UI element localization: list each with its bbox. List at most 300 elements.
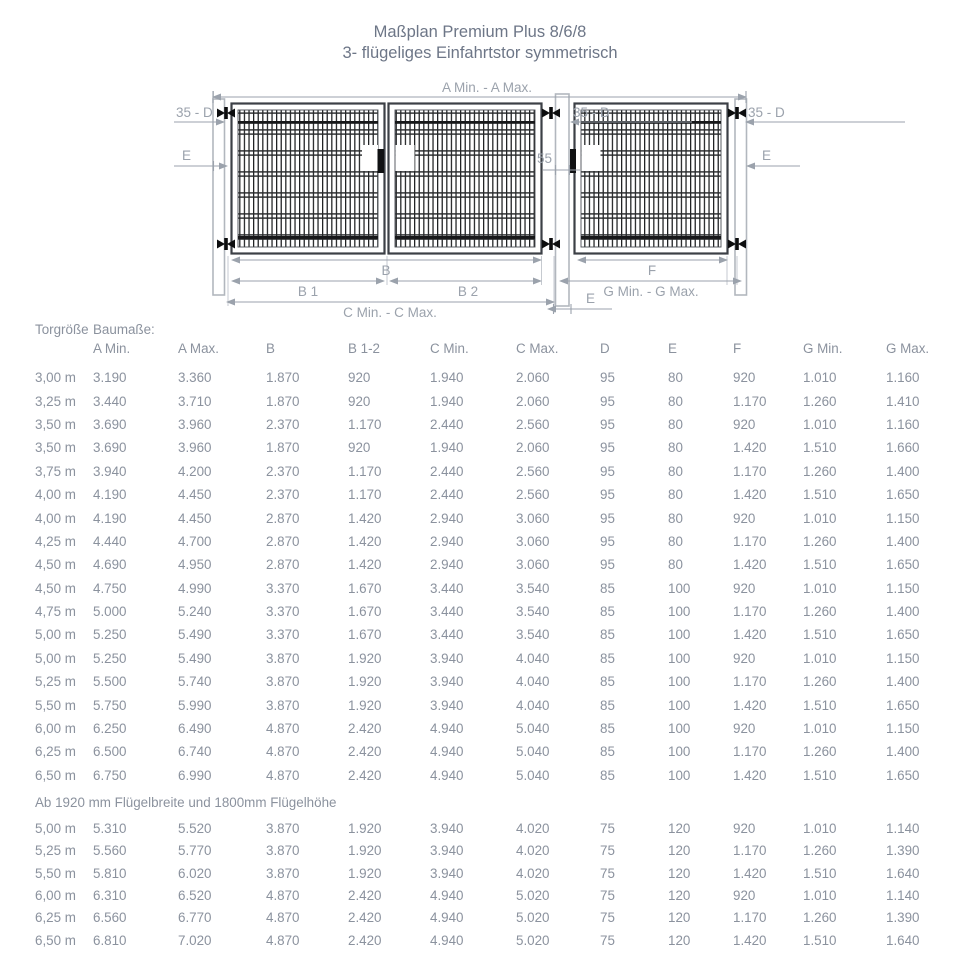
value-cell: 1.510: [803, 627, 837, 643]
value-cell: 4.020: [516, 820, 550, 836]
value-cell: 4.200: [178, 463, 212, 479]
value-cell: 1.920: [348, 820, 382, 836]
value-cell: 1.390: [886, 843, 920, 859]
value-cell: 5.810: [93, 865, 127, 881]
label-middle-gap: 55: [536, 151, 552, 166]
wing-2: [389, 104, 542, 254]
value-cell: 1.170: [733, 604, 767, 620]
value-cell: 2.440: [430, 416, 464, 432]
value-cell: 3.940: [430, 674, 464, 690]
value-cell: 4.020: [516, 843, 550, 859]
value-cell: 1.660: [886, 440, 920, 456]
value-cell: 95: [600, 416, 615, 432]
table-section: [0, 366, 960, 787]
measurements-table: [0, 321, 960, 951]
label-side-clear-width: G Min. - G Max.: [603, 284, 699, 299]
value-cell: 1.670: [348, 627, 382, 643]
value-cell: 120: [668, 910, 691, 926]
value-cell: 1.170: [733, 744, 767, 760]
value-cell: 1.420: [348, 533, 382, 549]
label-post-right: 35 - D: [748, 105, 785, 120]
value-cell: 75: [600, 932, 615, 948]
value-cell: 5.020: [516, 910, 550, 926]
value-cell: 5.250: [93, 650, 127, 666]
dim-gap-right: [747, 148, 800, 166]
value-cell: 1.420: [348, 557, 382, 573]
value-cell: 2.420: [348, 910, 382, 926]
value-cell: 1.420: [733, 865, 767, 881]
table-row: [0, 436, 960, 459]
dim-clear-width: [227, 302, 554, 320]
label-side-wing-width: F: [647, 263, 657, 278]
value-cell: 6.990: [178, 767, 212, 783]
label-gap-bottom: E: [586, 291, 596, 306]
table-row: [0, 600, 960, 623]
column-header: D: [600, 340, 610, 356]
value-cell: 1.160: [886, 416, 920, 432]
value-cell: 920: [348, 393, 371, 409]
value-cell: 1.170: [733, 910, 767, 926]
value-cell: 2.870: [266, 533, 300, 549]
value-cell: 1.010: [803, 580, 837, 596]
gate-size-cell: 6,50 m: [35, 932, 76, 948]
value-cell: 1.920: [348, 674, 382, 690]
table-row: [0, 577, 960, 600]
value-cell: 6.810: [93, 932, 127, 948]
gate-size-header: Torgröße: [35, 322, 89, 337]
value-cell: 1.400: [886, 674, 920, 690]
value-cell: 4.040: [516, 650, 550, 666]
label-clear-width: C Min. - C Max.: [343, 305, 437, 320]
value-cell: 3.940: [430, 843, 464, 859]
value-cell: 1.920: [348, 697, 382, 713]
value-cell: 120: [668, 887, 691, 903]
value-cell: 3.360: [178, 370, 212, 386]
value-cell: 4.870: [266, 910, 300, 926]
header-body-gap: [0, 358, 960, 366]
value-cell: 100: [668, 580, 691, 596]
value-cell: 1.170: [733, 674, 767, 690]
value-cell: 4.190: [93, 487, 127, 503]
value-cell: 1.420: [733, 487, 767, 503]
value-cell: 4.950: [178, 557, 212, 573]
value-cell: 1.140: [886, 887, 920, 903]
value-cell: 1.420: [733, 440, 767, 456]
value-cell: 6.520: [178, 887, 212, 903]
value-cell: 1.400: [886, 533, 920, 549]
table-row: [0, 717, 960, 740]
label-wing2-width: B 2: [457, 284, 479, 299]
dim-wing2-width: [390, 281, 541, 299]
value-cell: 5.990: [178, 697, 212, 713]
gate-size-cell: 4,00 m: [35, 510, 76, 526]
value-cell: 100: [668, 627, 691, 643]
gate-size-cell: 4,25 m: [35, 533, 76, 549]
value-cell: 3.690: [93, 416, 127, 432]
value-cell: 1.160: [886, 370, 920, 386]
value-cell: 75: [600, 865, 615, 881]
value-cell: 1.420: [733, 697, 767, 713]
value-cell: 1.920: [348, 865, 382, 881]
value-cell: 1.940: [430, 370, 464, 386]
value-cell: 4.450: [178, 510, 212, 526]
table-row: [0, 623, 960, 646]
value-cell: 1.940: [430, 440, 464, 456]
value-cell: 5.560: [93, 843, 127, 859]
dim-double-gate-width: [232, 260, 541, 278]
value-cell: 120: [668, 820, 691, 836]
gate-size-cell: 3,50 m: [35, 440, 76, 456]
table-header-row: [0, 321, 960, 338]
value-cell: 1.420: [733, 627, 767, 643]
value-cell: 3.940: [430, 820, 464, 836]
value-cell: 4.940: [430, 887, 464, 903]
column-header: G Min.: [803, 340, 843, 356]
value-cell: 3.540: [516, 580, 550, 596]
table-row: [0, 413, 960, 436]
value-cell: 95: [600, 393, 615, 409]
value-cell: 6.250: [93, 721, 127, 737]
value-cell: 2.420: [348, 887, 382, 903]
value-cell: 1.010: [803, 370, 837, 386]
value-cell: 3.440: [93, 393, 127, 409]
value-cell: 3.370: [266, 627, 300, 643]
value-cell: 2.940: [430, 510, 464, 526]
value-cell: 1.870: [266, 370, 300, 386]
value-cell: 100: [668, 697, 691, 713]
value-cell: 6.310: [93, 887, 127, 903]
value-cell: 3.690: [93, 440, 127, 456]
value-cell: 80: [668, 416, 683, 432]
value-cell: 100: [668, 650, 691, 666]
value-cell: 920: [733, 510, 756, 526]
value-cell: 2.060: [516, 370, 550, 386]
value-cell: 920: [733, 370, 756, 386]
value-cell: 1.390: [886, 910, 920, 926]
value-cell: 3.540: [516, 627, 550, 643]
value-cell: 3.870: [266, 674, 300, 690]
value-cell: 1.640: [886, 865, 920, 881]
value-cell: 95: [600, 533, 615, 549]
value-cell: 4.440: [93, 533, 127, 549]
value-cell: 80: [668, 393, 683, 409]
wing-3: [575, 104, 728, 254]
value-cell: 120: [668, 865, 691, 881]
wing3-lock-notch: [582, 145, 601, 171]
column-header: A Max.: [178, 340, 219, 356]
gate-size-cell: 6,50 m: [35, 767, 76, 783]
value-cell: 1.150: [886, 580, 920, 596]
value-cell: 5.310: [93, 820, 127, 836]
value-cell: 1.260: [803, 674, 837, 690]
value-cell: 920: [348, 440, 371, 456]
gate-size-cell: 3,00 m: [35, 370, 76, 386]
column-header: B 1-2: [348, 340, 381, 356]
value-cell: 1.150: [886, 650, 920, 666]
value-cell: 3.960: [178, 440, 212, 456]
value-cell: 1.400: [886, 744, 920, 760]
value-cell: 2.940: [430, 557, 464, 573]
value-cell: 4.690: [93, 557, 127, 573]
dim-overall-width: [213, 80, 746, 103]
gate-size-cell: 4,00 m: [35, 487, 76, 503]
value-cell: 85: [600, 697, 615, 713]
value-cell: 1.420: [733, 767, 767, 783]
column-header: G Max.: [886, 340, 930, 356]
gate-size-cell: 5,00 m: [35, 820, 76, 836]
value-cell: 4.870: [266, 932, 300, 948]
label-gap-left: E: [182, 148, 192, 163]
gate-size-cell: 6,00 m: [35, 887, 76, 903]
value-cell: 2.420: [348, 744, 382, 760]
value-cell: 1.260: [803, 910, 837, 926]
handle-bar-side: [570, 149, 576, 173]
title-line2: 3- flügeliges Einfahrtstor symmetrisch: [342, 44, 618, 62]
value-cell: 3.870: [266, 843, 300, 859]
value-cell: 3.940: [430, 650, 464, 666]
value-cell: 95: [600, 370, 615, 386]
value-cell: 5.040: [516, 721, 550, 737]
value-cell: 4.940: [430, 767, 464, 783]
gate-size-cell: 5,25 m: [35, 843, 76, 859]
value-cell: 80: [668, 533, 683, 549]
value-cell: 1.010: [803, 887, 837, 903]
table-body: [0, 366, 960, 951]
gate-size-cell: 4,75 m: [35, 604, 76, 620]
value-cell: 100: [668, 604, 691, 620]
value-cell: 3.060: [516, 510, 550, 526]
section-heading: Ab 1920 mm Flügelbreite und 1800mm Flügelhöhe: [35, 795, 337, 811]
value-cell: 4.940: [430, 721, 464, 737]
value-cell: 80: [668, 487, 683, 503]
value-cell: 85: [600, 767, 615, 783]
value-cell: 3.870: [266, 650, 300, 666]
page-title: [0, 22, 960, 64]
table-row: [0, 929, 960, 951]
table-row: [0, 862, 960, 884]
value-cell: 5.740: [178, 674, 212, 690]
value-cell: 1.510: [803, 865, 837, 881]
value-cell: 3.060: [516, 533, 550, 549]
value-cell: 1.510: [803, 487, 837, 503]
value-cell: 920: [733, 721, 756, 737]
value-cell: 80: [668, 440, 683, 456]
gate-size-cell: 5,00 m: [35, 627, 76, 643]
value-cell: 1.650: [886, 487, 920, 503]
value-cell: 2.370: [266, 416, 300, 432]
value-cell: 1.010: [803, 650, 837, 666]
value-cell: 2.560: [516, 487, 550, 503]
table-row: [0, 366, 960, 389]
value-cell: 6.770: [178, 910, 212, 926]
value-cell: 1.670: [348, 580, 382, 596]
value-cell: 1.260: [803, 393, 837, 409]
value-cell: 95: [600, 510, 615, 526]
value-cell: 920: [733, 580, 756, 596]
value-cell: 4.040: [516, 674, 550, 690]
table-row: [0, 553, 960, 576]
column-header: B: [266, 340, 275, 356]
value-cell: 3.710: [178, 393, 212, 409]
title-line1: Maßplan Premium Plus 8/6/8: [373, 23, 587, 41]
value-cell: 1.150: [886, 510, 920, 526]
value-cell: 2.060: [516, 393, 550, 409]
table-row: [0, 389, 960, 412]
value-cell: 2.370: [266, 487, 300, 503]
table-row: [0, 740, 960, 763]
value-cell: 1.420: [348, 510, 382, 526]
value-cell: 1.510: [803, 557, 837, 573]
table-row: [0, 483, 960, 506]
value-cell: 1.170: [348, 487, 382, 503]
value-cell: 120: [668, 843, 691, 859]
post-left: [213, 99, 225, 295]
value-cell: 6.740: [178, 744, 212, 760]
value-cell: 80: [668, 557, 683, 573]
value-cell: 1.420: [733, 557, 767, 573]
value-cell: 85: [600, 744, 615, 760]
label-wing1-width: B 1: [297, 284, 319, 299]
table-row: [0, 764, 960, 787]
table-row: [0, 530, 960, 553]
value-cell: 4.870: [266, 721, 300, 737]
post-middle: [556, 94, 570, 306]
value-cell: 1.420: [733, 932, 767, 948]
value-cell: 6.020: [178, 865, 212, 881]
table-row: [0, 506, 960, 529]
value-cell: 5.750: [93, 697, 127, 713]
value-cell: 4.940: [430, 744, 464, 760]
table-row: [0, 839, 960, 861]
value-cell: 1.260: [803, 463, 837, 479]
value-cell: 1.510: [803, 932, 837, 948]
value-cell: 95: [600, 440, 615, 456]
value-cell: 100: [668, 744, 691, 760]
column-header: E: [668, 340, 677, 356]
value-cell: 1.650: [886, 627, 920, 643]
value-cell: 5.490: [178, 627, 212, 643]
table-row: [0, 670, 960, 693]
value-cell: 75: [600, 910, 615, 926]
value-cell: 5.520: [178, 820, 212, 836]
value-cell: 85: [600, 604, 615, 620]
value-cell: 4.940: [430, 910, 464, 926]
value-cell: 3.440: [430, 627, 464, 643]
value-cell: 3.060: [516, 557, 550, 573]
value-cell: 5.770: [178, 843, 212, 859]
gate-wings: [232, 104, 728, 254]
value-cell: 920: [348, 370, 371, 386]
table-row: [0, 907, 960, 929]
gate-size-cell: 6,25 m: [35, 910, 76, 926]
value-cell: 3.540: [516, 604, 550, 620]
value-cell: 1.670: [348, 604, 382, 620]
value-cell: 4.040: [516, 697, 550, 713]
value-cell: 4.870: [266, 887, 300, 903]
value-cell: 920: [733, 820, 756, 836]
value-cell: 100: [668, 767, 691, 783]
value-cell: 1.260: [803, 533, 837, 549]
value-cell: 5.040: [516, 744, 550, 760]
label-double-gate-width: B: [381, 263, 391, 278]
gate-size-cell: 3,75 m: [35, 463, 76, 479]
value-cell: 2.060: [516, 440, 550, 456]
value-cell: 1.170: [733, 843, 767, 859]
value-cell: 2.940: [430, 533, 464, 549]
value-cell: 2.440: [430, 487, 464, 503]
label-post-middle: 35 - D: [573, 105, 610, 120]
value-cell: 85: [600, 674, 615, 690]
value-cell: 5.020: [516, 932, 550, 948]
value-cell: 95: [600, 463, 615, 479]
column-header-row: [0, 338, 960, 358]
value-cell: 7.020: [178, 932, 212, 948]
value-cell: 80: [668, 510, 683, 526]
value-cell: 1.170: [733, 393, 767, 409]
gate-size-cell: 4,50 m: [35, 580, 76, 596]
value-cell: 2.420: [348, 721, 382, 737]
value-cell: 3.940: [430, 865, 464, 881]
value-cell: 1.260: [803, 604, 837, 620]
value-cell: 2.420: [348, 767, 382, 783]
label-gap-right: E: [762, 148, 772, 163]
value-cell: 75: [600, 887, 615, 903]
label-overall-width: A Min. - A Max.: [441, 80, 533, 95]
value-cell: 1.170: [348, 416, 382, 432]
handle-bar-center: [378, 149, 385, 173]
value-cell: 80: [668, 370, 683, 386]
value-cell: 3.370: [266, 604, 300, 620]
value-cell: 5.250: [93, 627, 127, 643]
table-section: [0, 817, 960, 951]
value-cell: 5.040: [516, 767, 550, 783]
table-row: [0, 647, 960, 670]
gate-size-cell: 5,00 m: [35, 650, 76, 666]
value-cell: 6.490: [178, 721, 212, 737]
value-cell: 5.500: [93, 674, 127, 690]
column-header: C Min.: [430, 340, 469, 356]
value-cell: 4.990: [178, 580, 212, 596]
gate-size-cell: 3,50 m: [35, 416, 76, 432]
value-cell: 3.440: [430, 580, 464, 596]
gate-size-cell: 6,25 m: [35, 744, 76, 760]
table-row: [0, 817, 960, 839]
value-cell: 3.940: [430, 697, 464, 713]
value-cell: 1.260: [803, 744, 837, 760]
value-cell: 3.870: [266, 697, 300, 713]
value-cell: 920: [733, 416, 756, 432]
value-cell: 1.920: [348, 843, 382, 859]
wing2-lock-notch: [396, 145, 415, 171]
dim-side-wing-width: [578, 260, 727, 278]
value-cell: 85: [600, 650, 615, 666]
value-cell: 2.870: [266, 510, 300, 526]
label-post-left: 35 - D: [176, 105, 213, 120]
value-cell: 80: [668, 463, 683, 479]
value-cell: 1.940: [430, 393, 464, 409]
wing-1: [232, 104, 385, 254]
value-cell: 4.870: [266, 744, 300, 760]
dim-wing1-width: [232, 281, 384, 299]
value-cell: 5.000: [93, 604, 127, 620]
value-cell: 85: [600, 627, 615, 643]
wing1-lock-notch: [362, 145, 378, 171]
value-cell: 6.500: [93, 744, 127, 760]
column-header: F: [733, 340, 742, 356]
value-cell: 3.960: [178, 416, 212, 432]
value-cell: 1.870: [266, 393, 300, 409]
gate-size-cell: 6,00 m: [35, 721, 76, 737]
